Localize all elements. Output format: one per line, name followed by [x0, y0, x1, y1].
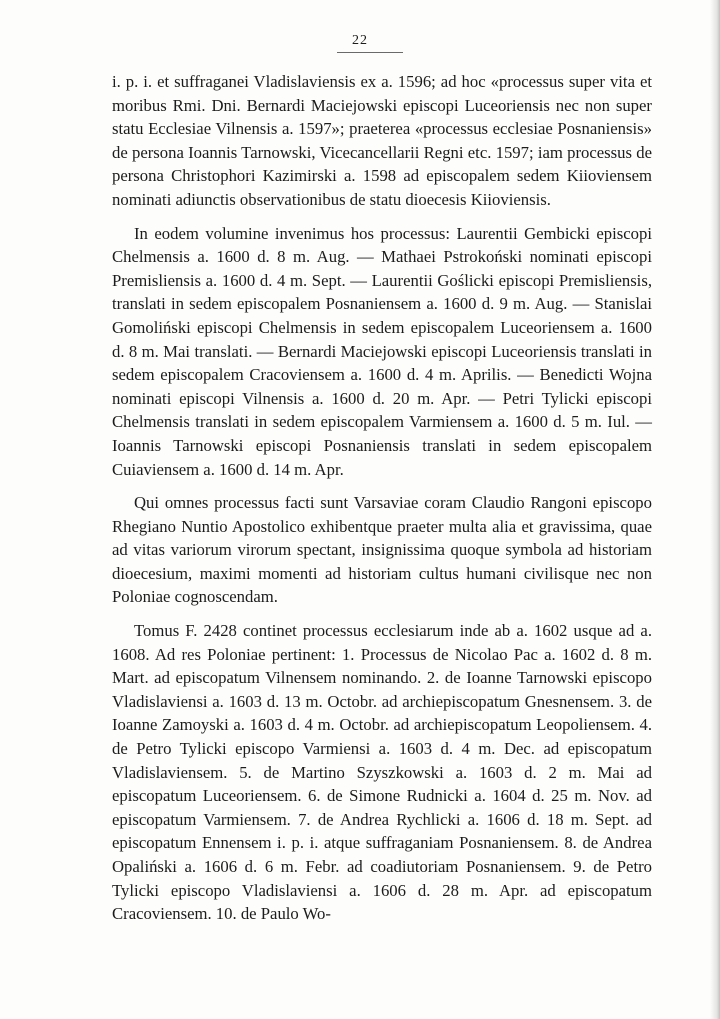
- paragraph-nuntio: Qui omnes processus facti sunt Varsaviae coram Claudio Rangoni episcopo Rhegiano Nuntio Apostolico exhibentque praeter multa alia et gravissima, quae ad vitas variorum virorum spectant, insignissima quoque symbola ad historiam dioecesium, maximi momenti ad historiam cultus humani civilisque nec non Poloniae cognoscendam.: [112, 493, 652, 607]
- paragraph-processus-list: In eodem volumine invenimus hos processus: Laurentii Gembicki episcopi Chelmensis a. 1600 d. 8 m. Aug. — Mathaei Pstrokoński nominati episcopi Premisliensis a. 1600 d. 4 m. Sept. — Laurentii Goślicki episcopi Premisliensis, translati in sedem episcopalem Posnaniensem a. 1600 d. 9 m. Aug. — Stanislai Gomoliński episcopi Chelmensis in sedem episcopalem Luceoriensem a. 1600 d. 8 m. Mai translati. — Bernardi Maciejowski episcopi Luceoriensis translati in sedem episcopalem Cracoviensem a. 1600 d. 4 m. Aprilis. — Benedicti Wojna nominati episcopi Vilnensis a. 1600 d. 20 m. Apr. — Petri Tylicki episcopi Chelmensis translati in sedem episcopalem Varmiensem a. 1600 d. 5 m. Iul. — Ioannis Tarnowski episcopi Posnaniensis translati in sedem episcopalem Cuiaviensem a. 1600 d. 14 m. Apr.: [112, 223, 652, 479]
- page-number: 22: [352, 33, 368, 48]
- paragraph-continuation: i. p. i. et suffraganei Vladislaviensis ex a. 1596; ad hoc «processus super vita et moribus Rmi. Dni. Bernardi Maciejowski episcopi Luceoriensis nec non super statu Ecclesiae Vilnensis a. 1597»; praeterea «processus ecclesiae Posnaniensis» de persona Ioannis Tarnowski, Vicecancellarii Regni etc. 1597; iam processus de persona Christophori Kazimirski a. 1598 ad episcopalem sedem Kiioviensem nominati adiunctis observationibus de statu dioecesis Kiioviensis.: [112, 72, 652, 209]
- header-rule: [337, 52, 403, 53]
- text-body: [112, 70, 652, 926]
- paragraph-tomus: Tomus F. 2428 continet processus ecclesiarum inde ab a. 1602 usque ad a. 1608. Ad res Poloniae pertinent: 1. Processus de Nicolao Pac a. 1602 d. 8 m. Mart. ad episcopatum Vilnensem nominando. 2. de Ioanne Tarnowski episcopo Vladislaviensi a. 1603 d. 13 m. Octobr. ad archiepiscopatum Gnesnensem. 3. de Ioanne Zamoyski a. 1603 d. 4 m. Octobr. ad archiepiscopatum Leopoliensem. 4. de Petro Tylicki episcopo Varmiensi a. 1603 d. 4 m. Dec. ad episcopatum Vladislaviensem. 5. de Martino Szyszkowski a. 1603 d. 2 m. Mai ad episcopatum Luceoriensem. 6. de Simone Rudnicki a. 1604 d. 25 m. Nov. ad episcopatum Varmiensem. 7. de Andrea Rychlicki a. 1606 d. 18 m. Sept. ad episcopatum Ennensem i. p. i. atque suffraganiam Posnaniensem. 8. de Andrea Opaliński a. 1606 d. 6 m. Febr. ad coadiutoriam Posnaniensem. 9. de Petro Tylicki episcopo Vladislaviensi a. 1606 d. 28 m. Apr. ad episcopatum Cracoviensem. 10. de Paulo Wo-: [112, 621, 652, 924]
- scan-edge-shadow: [710, 0, 720, 1019]
